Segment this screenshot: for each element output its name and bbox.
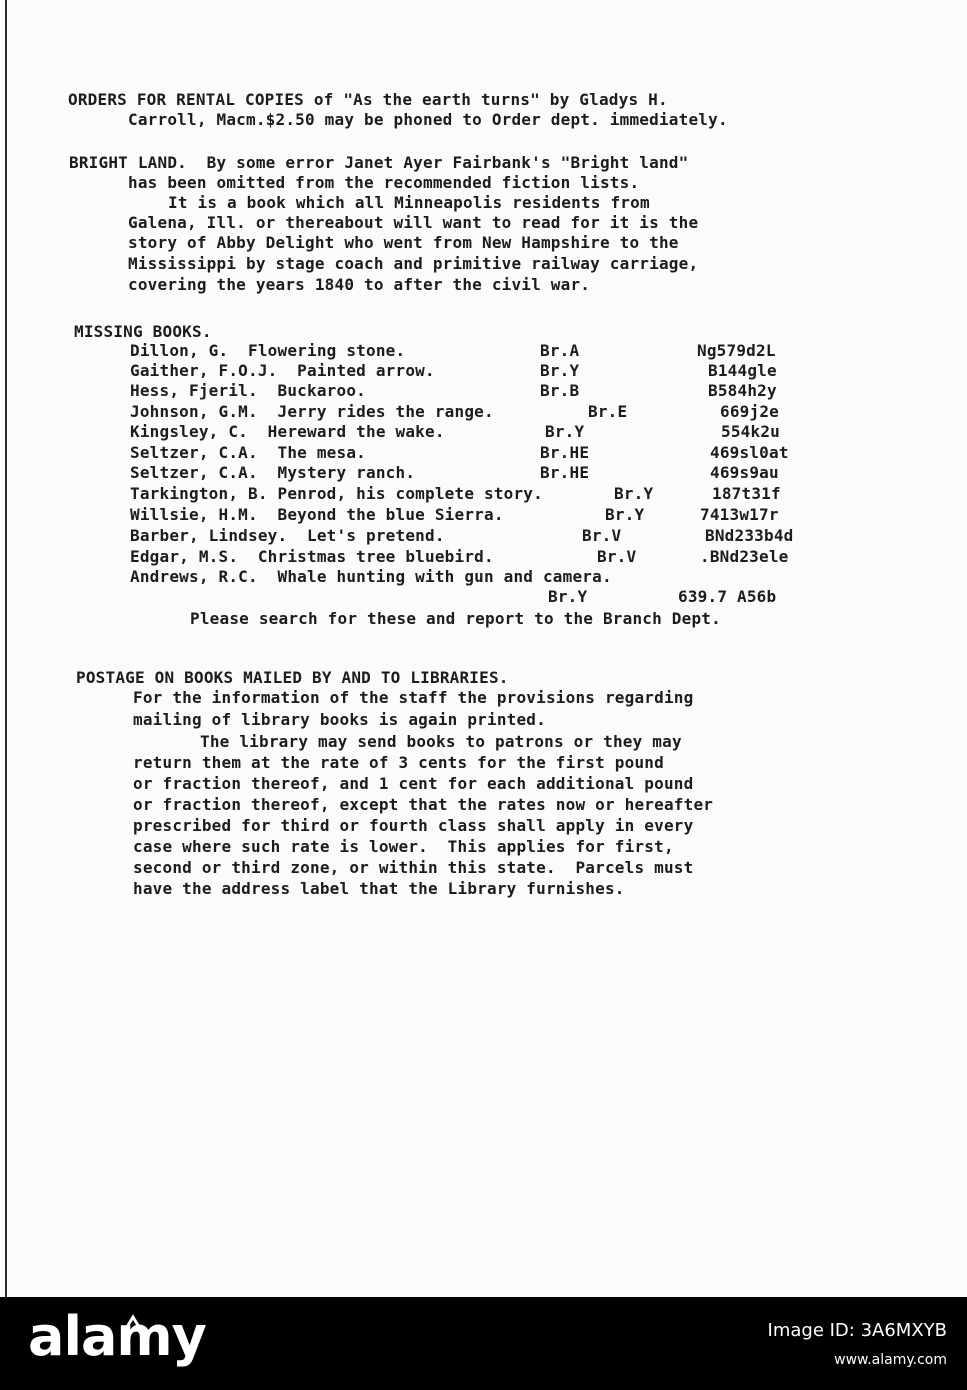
postage-heading: POSTAGE ON BOOKS MAILED BY AND TO LIBRARIES. xyxy=(76,668,509,687)
book-branch: Br.Y xyxy=(540,361,580,380)
missing-books-note: Please search for these and report to the Branch Dept. xyxy=(190,609,721,628)
book-entry: Andrews, R.C. Whale hunting with gun and camera. xyxy=(130,567,612,586)
book-entry: Seltzer, C.A. Mystery ranch. xyxy=(130,463,416,482)
book-entry: Hess, Fjeril. Buckaroo. xyxy=(130,381,366,400)
book-entry: Johnson, G.M. Jerry rides the range. xyxy=(130,402,494,421)
bright-land-line-5: story of Abby Delight who went from New Hampshire to the xyxy=(128,233,679,252)
bright-land-line-3: It is a book which all Minneapolis residents from xyxy=(168,193,650,212)
book-entry: Barber, Lindsey. Let's pretend. xyxy=(130,526,445,545)
book-entry: Willsie, H.M. Beyond the blue Sierra. xyxy=(130,505,504,524)
book-branch: Br.V xyxy=(597,547,637,566)
book-call-number: B584h2y xyxy=(708,381,777,400)
book-entry: Gaither, F.O.J. Painted arrow. xyxy=(130,361,435,380)
book-branch: Br.Y xyxy=(605,505,645,524)
postage-line-1: For the information of the staff the provisions regarding xyxy=(133,688,694,707)
postage-line-5: or fraction thereof, and 1 cent for each additional pound xyxy=(133,774,694,793)
postage-line-9: second or third zone, or within this state. Parcels must xyxy=(133,858,694,877)
postage-line-7: prescribed for third or fourth class shall apply in every xyxy=(133,816,694,835)
postage-line-6: or fraction thereof, except that the rates now or hereafter xyxy=(133,795,714,814)
book-entry: Kingsley, C. Hereward the wake. xyxy=(130,422,445,441)
bright-land-line-7: covering the years 1840 to after the civil war. xyxy=(128,275,591,294)
book-branch: Br.B xyxy=(540,381,580,400)
book-entry: Seltzer, C.A. The mesa. xyxy=(130,443,366,462)
missing-books-heading: MISSING BOOKS. xyxy=(74,322,212,341)
book-call-number: 469sl0at xyxy=(710,443,789,462)
image-id: Image ID: 3A6MXYB xyxy=(767,1320,947,1341)
book-call-number: .BNd23ele xyxy=(700,547,789,566)
bright-land-line-4: Galena, Ill. or thereabout will want to read for it is the xyxy=(128,213,699,232)
postage-line-8: case where such rate is lower. This applies for first, xyxy=(133,837,674,856)
alamy-logo: alamy xyxy=(28,1305,206,1368)
book-branch: Br.Y xyxy=(614,484,654,503)
book-branch: Br.HE xyxy=(540,463,590,482)
book-branch: Br.V xyxy=(582,526,622,545)
orders-line-1: ORDERS FOR RENTAL COPIES of "As the earth turns" by Gladys H. xyxy=(68,90,668,109)
postage-line-3: The library may send books to patrons or they may xyxy=(200,732,682,751)
book-call-number: Ng579d2L xyxy=(697,341,776,360)
site-url: www.alamy.com xyxy=(834,1352,947,1368)
book-call-number: 469s9au xyxy=(710,463,779,482)
page-binding-line xyxy=(5,0,7,1297)
postage-line-4: return them at the rate of 3 cents for the first pound xyxy=(133,753,664,772)
orders-line-2: Carroll, Macm.$2.50 may be phoned to Order dept. immediately. xyxy=(128,110,728,129)
book-branch: Br.Y xyxy=(545,422,585,441)
alamy-logo-icon xyxy=(120,1312,146,1338)
book-entry: Tarkington, B. Penrod, his complete story. xyxy=(130,484,543,503)
book-call-number: 639.7 A56b xyxy=(678,587,777,606)
book-branch: Br.Y xyxy=(548,587,588,606)
book-branch: Br.A xyxy=(540,341,580,360)
bright-land-line-6: Mississippi by stage coach and primitive railway carriage, xyxy=(128,254,699,273)
book-call-number: 554k2u xyxy=(721,422,780,441)
book-call-number: B144gle xyxy=(708,361,777,380)
book-branch: Br.E xyxy=(588,402,628,421)
book-entry: Edgar, M.S. Christmas tree bluebird. xyxy=(130,547,494,566)
book-call-number: 7413w17r xyxy=(700,505,779,524)
book-branch: Br.HE xyxy=(540,443,590,462)
postage-line-2: mailing of library books is again printed. xyxy=(133,710,546,729)
postage-line-10: have the address label that the Library furnishes. xyxy=(133,879,625,898)
bright-land-line-1: BRIGHT LAND. By some error Janet Ayer Fairbank's "Bright land" xyxy=(69,153,689,172)
book-call-number: 669j2e xyxy=(720,402,779,421)
book-call-number: 187t31f xyxy=(712,484,781,503)
book-call-number: BNd233b4d xyxy=(705,526,794,545)
book-entry: Dillon, G. Flowering stone. xyxy=(130,341,406,360)
bright-land-line-2: has been omitted from the recommended fiction lists. xyxy=(128,173,640,192)
